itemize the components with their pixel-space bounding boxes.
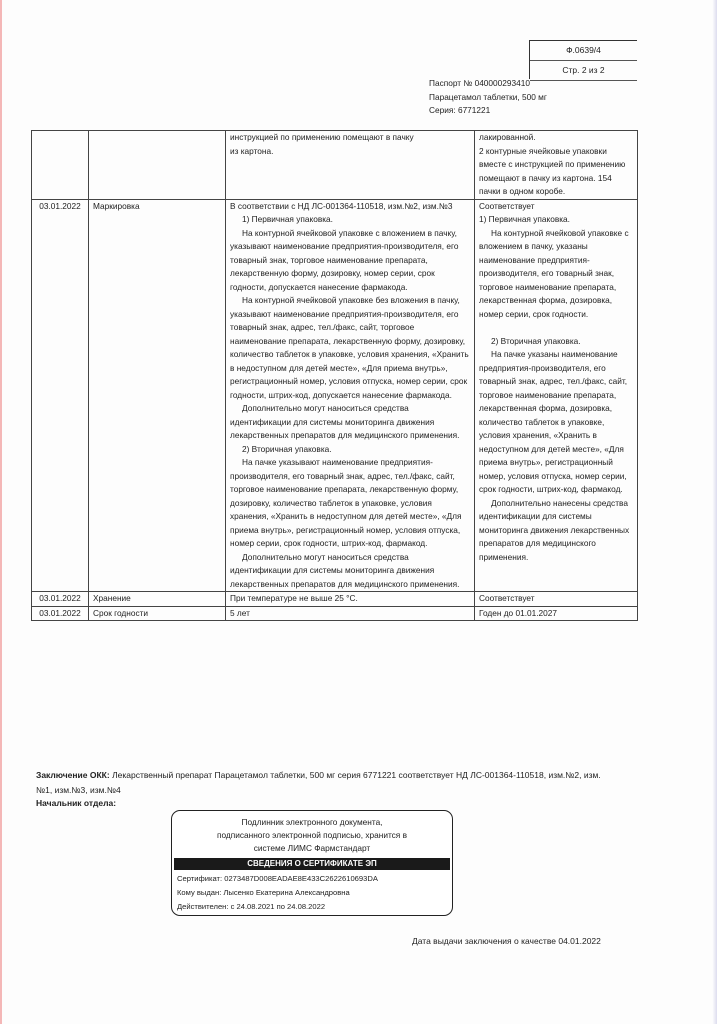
table-row-shelf-life [32,606,638,621]
cell-date: 03.01.2022 [32,592,89,607]
signature-note: Подлинник электронного документа, подписанного электронной подписью, хранится в системе ЛИМС Фармстандарт [216,817,408,853]
cell-result: лакированной. 2 контурные ячейковые упаковки вместе с инструкцией по применению помещают в пачку из картона. 154 пачки в одном коробе. [475,131,638,200]
certificate-serial: Сертификат: 0273487D008EADAE8E433C2622610693DA [177,874,378,883]
form-code-box [529,40,637,79]
head-of-department-label: Начальник отдела: [36,798,117,808]
page-number: Стр. 2 из 2 [530,61,637,81]
cell-date: 03.01.2022 [32,199,89,592]
cell-date: 03.01.2022 [32,606,89,621]
cell-requirement: В соответствии с НД ЛС-001364-110518, изм.№2, изм.№3 1) Первичная упаковка. На контурной ячейковой упаковке с вложением в пачку, указывают наименование предприятия-производителя, его товарный знак, торговое наименование препарата, лекарственную форму, дозировку, номер серии, срок годности, допускается нанесение фармакода. На контурной ячейковой упаковке без вложения в пачку, указывают наименование предприятия-производителя, его товарный знак, адрес, тел./факс, сайт, торговое наименование препарата, лекарственную форму, дозировку, количество таблеток в упаковке, условия хранения, «Хранить в недоступном для детей месте», «Для приема внутрь», регистрационный номер, условия отпуска, номер серии, срок годности, штрих-код, допускается нанесение фармакода. Дополнительно могут наноситься средства идентификации для системы мониторинга движения лекарственных препаратов для медицинского применения. 2) Вторичная упаковка. На пачке указывают наименование предприятия-производителя, его товарный знак, адрес, тел./факс, сайт, торговое наименование препарата, лекарственную форму, дозировку, количество таблеток в упаковке, условия хранения, «Хранить в недоступном для детей месте», «Для приема внутрь», регистрационный номер, условия отпуска, номер серии, срок годности, штрих-код, фармакод. Дополнительно могут наноситься средства идентификации для системы мониторинга движения лекарственных препаратов для медицинского применения. [226,199,475,592]
cell-parameter: Маркировка [89,199,226,592]
cell-requirement: инструкцией по применению помещают в пачку из картона. [226,131,475,200]
passport-block [429,77,547,118]
certificate-validity: Действителен: с 24.08.2021 по 24.08.2022 [177,902,326,911]
cell-parameter: Срок годности [89,606,226,621]
cell-result: Годен до 01.01.2027 [475,606,638,621]
product-name: Парацетамол таблетки, 500 мг [429,91,547,102]
e-signature-stamp [171,810,453,916]
test-results-table [31,130,638,621]
cell-result: Соответствует 1) Первичная упаковка. На контурной ячейковой упаковке с вложением в пачку, указаны наименование предприятия-производителя, его товарный знак, торговое наименование препарата, лекарственная форма, дозировка, номер серии, срок годности. 2) Вторичная упаковка. На пачке указаны наименование предприятия-производителя, его товарный знак, адрес, тел./факс, сайт, торговое наименование препарата, лекарственная форма, дозировка, количество таблеток в упаковке, условия хранения, «Хранить в недоступном для детей месте», «Для приема внутрь», регистрационный номер, условия отпуска, номер серии, срок годности, штрих-код, фармакод. Дополнительно нанесены средства идентификации для системы мониторинга движения лекарственных препаратов для медицинского применения. [475,199,638,592]
cell-requirement: 5 лет [226,606,475,621]
cell-result: Соответствует [475,592,638,607]
cell-parameter [89,131,226,200]
certificate-owner: Кому выдан: Лысенко Екатерина Александровна [177,888,350,897]
table-row-marking [32,199,638,592]
certificate-title: СВЕДЕНИЯ О СЕРТИФИКАТЕ ЭП [174,858,450,870]
table-row-storage [32,592,638,607]
cell-parameter: Хранение [89,592,226,607]
conclusion-text: Лекарственный препарат Парацетамол таблетки, 500 мг серия 6771221 соответствует НД ЛС-001364-110518, изм.№2, изм.№1, изм.№3, изм.№4 [36,770,601,795]
scan-edge-right [712,0,717,1024]
cell-requirement: При температуре не выше 25 °С. [226,592,475,607]
form-code: Ф.0639/4 [530,41,637,61]
table-row-continuation [32,131,638,200]
series-number: Серия: 6771221 [429,105,491,115]
passport-number: Паспорт № 040000293410 [429,78,530,88]
conclusion [36,768,616,798]
scan-edge-left [0,0,2,1024]
conclusion-label: Заключение ОКК: [36,770,110,780]
issue-date: Дата выдачи заключения о качестве 04.01.2022 [412,936,601,946]
cell-date [32,131,89,200]
